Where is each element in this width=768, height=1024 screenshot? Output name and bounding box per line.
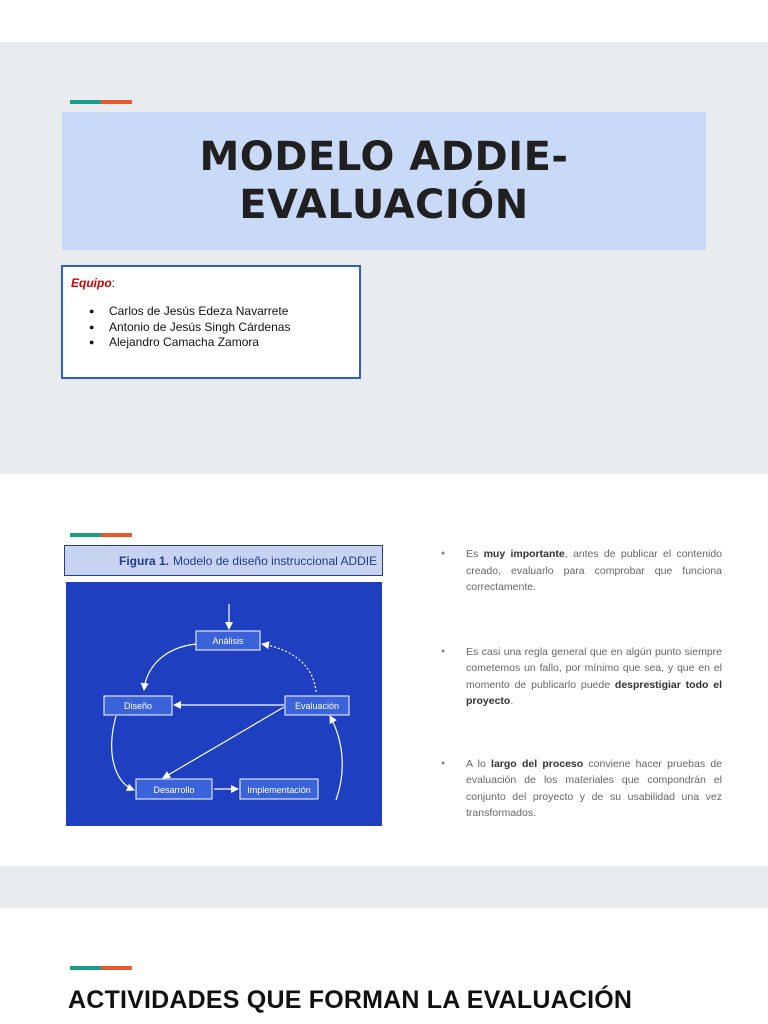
bullet-item: ● Es muy importante, antes de publicar el contenido creado, evaluarlo para comprobar que funciona correctamente. xyxy=(440,546,722,596)
slide-gap xyxy=(0,432,768,474)
accent-bar xyxy=(70,966,132,970)
slide-activities xyxy=(0,908,768,1024)
box-diseno xyxy=(104,696,172,715)
accent-bar xyxy=(70,533,132,537)
slide-title xyxy=(0,42,768,432)
page-title xyxy=(200,133,569,229)
slide-evaluation xyxy=(0,474,768,866)
figure-caption xyxy=(64,545,383,576)
box-desarrollo xyxy=(136,779,212,799)
team-member: ● Antonio de Jesús Singh Cárdenas xyxy=(89,320,351,336)
figure-caption-number: Figura 1. xyxy=(119,553,170,568)
box-implementacion xyxy=(240,779,318,799)
evaluation-bullets xyxy=(440,546,722,822)
team-label: Equipo: xyxy=(71,276,116,290)
section-title: ACTIVIDADES QUE FORMAN LA EVALUACIÓN xyxy=(68,986,633,1014)
slide-gap xyxy=(0,866,768,908)
bullet-item: ● Es casi una regla general que en algún punto siempre cometemos un fallo, por mínimo que sea, y que en el momento de publicarlo puede desprestigiar todo el proyecto. xyxy=(440,644,722,710)
svg-text:Diseño: Diseño xyxy=(123,701,153,711)
figure-caption-text: Modelo de diseño instruccional ADDIE xyxy=(173,553,378,568)
team-member: ● Alejandro Camacha Zamora xyxy=(89,335,351,351)
bullet-item: ● A lo largo del proceso conviene hacer pruebas de evaluación de los materiales que compondrán el conjunto del proyecto y de su usabilidad una vez transformados. xyxy=(440,756,722,822)
team-list xyxy=(71,304,351,351)
accent-bar xyxy=(70,100,132,104)
svg-text:Desarrollo: Desarrollo xyxy=(153,785,195,795)
svg-text:Evaluación: Evaluación xyxy=(294,701,340,711)
team-box xyxy=(61,265,361,379)
box-analisis xyxy=(196,631,260,650)
svg-text:Implementación: Implementación xyxy=(247,785,311,795)
addie-diagram xyxy=(66,582,382,826)
svg-text:Análisis: Análisis xyxy=(212,636,244,646)
box-evaluacion xyxy=(285,696,349,715)
team-member: ● Carlos de Jesús Edeza Navarrete xyxy=(89,304,351,320)
title-line-2: EVALUACIÓN xyxy=(239,182,529,228)
title-line-1: MODELO ADDIE- xyxy=(199,134,569,180)
title-box xyxy=(62,112,706,250)
